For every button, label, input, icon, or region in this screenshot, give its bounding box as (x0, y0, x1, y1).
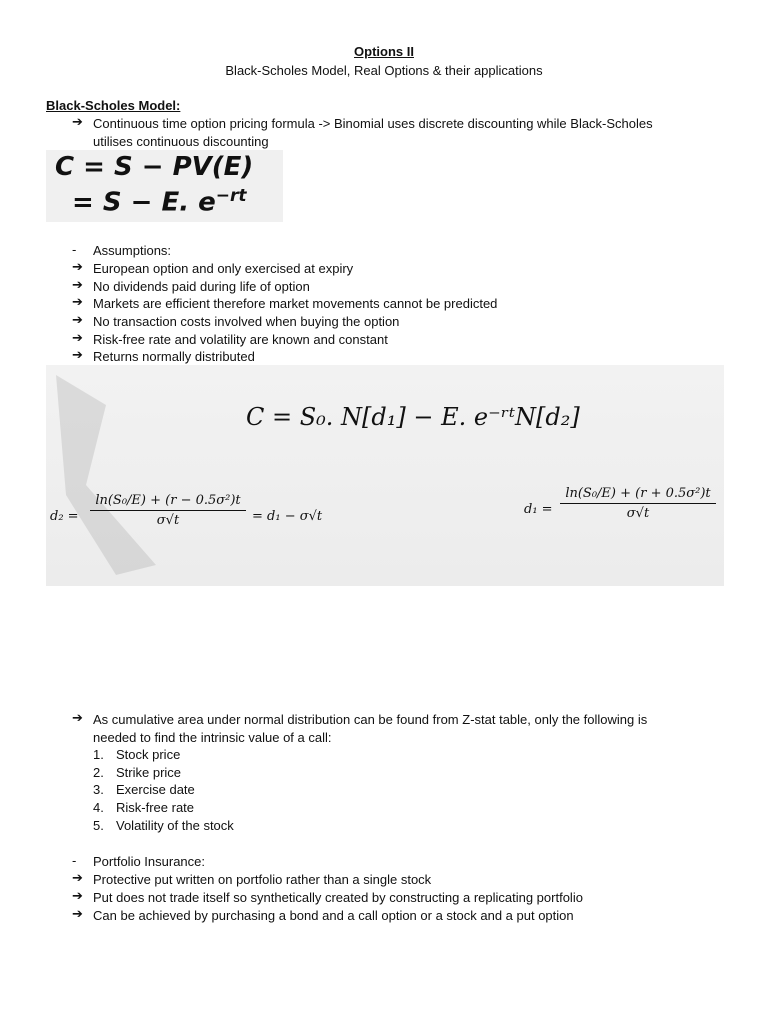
arrow-icon: ➔ (72, 260, 83, 275)
assumption-item: Markets are efficient therefore market movements cannot be predicted (93, 296, 498, 311)
formula-line-2 (72, 186, 247, 218)
list-item: Volatility of the stock (116, 818, 234, 833)
assumption-item: European option and only exercised at expiry (93, 261, 354, 276)
black-scholes-formula-panel (46, 365, 724, 586)
cumulative-line: As cumulative area under normal distribution can be found from Z-stat table, only the following is (93, 712, 648, 727)
portfolio-item: Put does not trade itself so synthetically created by constructing a replicating portfolio (93, 890, 583, 905)
arrow-icon: ➔ (72, 889, 83, 904)
arrow-icon: ➔ (72, 115, 83, 130)
d2-numerator: ln(S₀/E) + (r − 0.5σ²)t (90, 493, 246, 511)
black-scholes-main-formula: C = S₀. N[d₁] − E. e⁻ʳᵗN[d₂] (246, 403, 580, 431)
dash-bullet: - (72, 242, 77, 257)
assumption-item: Risk-free rate and volatility are known and constant (93, 332, 388, 347)
arrow-icon: ➔ (72, 348, 83, 363)
formula-line-2-base: = S − E. e (72, 187, 216, 218)
assumptions-label: Assumptions: (93, 243, 172, 258)
portfolio-item: Can be achieved by purchasing a bond and a call option or a stock and a put option (93, 908, 574, 923)
arrow-icon: ➔ (72, 907, 83, 922)
arrow-icon: ➔ (72, 313, 83, 328)
list-number: 5. (93, 818, 104, 833)
formula-exponent: −rt (215, 186, 247, 206)
list-item: Strike price (116, 765, 182, 780)
list-number: 2. (93, 765, 104, 780)
portfolio-label: Portfolio Insurance: (93, 854, 206, 869)
d1-denominator: σ√t (626, 506, 650, 521)
list-item: Exercise date (116, 782, 195, 797)
assumption-item: No transaction costs involved when buying the option (93, 314, 400, 329)
arrow-icon: ➔ (72, 711, 83, 726)
list-item: Risk-free rate (116, 800, 195, 815)
arrow-icon: ➔ (72, 871, 83, 886)
arrow-icon: ➔ (72, 295, 83, 310)
list-item: Stock price (116, 747, 181, 762)
d1-numerator: ln(S₀/E) + (r + 0.5σ²)t (560, 486, 716, 504)
dash-bullet: - (72, 853, 77, 868)
call-value-formula (46, 150, 283, 222)
portfolio-item: Protective put written on portfolio rather than a single stock (93, 872, 432, 887)
assumption-item: No dividends paid during life of option (93, 279, 310, 294)
list-number: 4. (93, 800, 104, 815)
assumption-item: Returns normally distributed (93, 349, 255, 364)
intro-line: utilises continuous discounting (93, 134, 269, 149)
arrow-icon: ➔ (72, 278, 83, 293)
list-number: 3. (93, 782, 104, 797)
background-shadow-graphic (46, 365, 196, 586)
d1-lhs: d₁ = (524, 502, 553, 517)
list-number: 1. (93, 747, 104, 762)
d2-denominator: σ√t (156, 513, 180, 528)
page-title: Options II (354, 44, 414, 59)
intro-line: Continuous time option pricing formula -> Binomial uses discrete discounting while Black-Scholes (93, 116, 653, 131)
section-heading: Black-Scholes Model: (46, 98, 181, 113)
d2-rhs: = d₁ − σ√t (252, 509, 323, 524)
cumulative-line: needed to find the intrinsic value of a call: (93, 730, 332, 745)
formula-line-1: C = S − PV(E) (55, 152, 254, 182)
d2-lhs: d₂ = (50, 509, 79, 524)
arrow-icon: ➔ (72, 331, 83, 346)
page-subtitle: Black-Scholes Model, Real Options & their applications (225, 63, 543, 78)
